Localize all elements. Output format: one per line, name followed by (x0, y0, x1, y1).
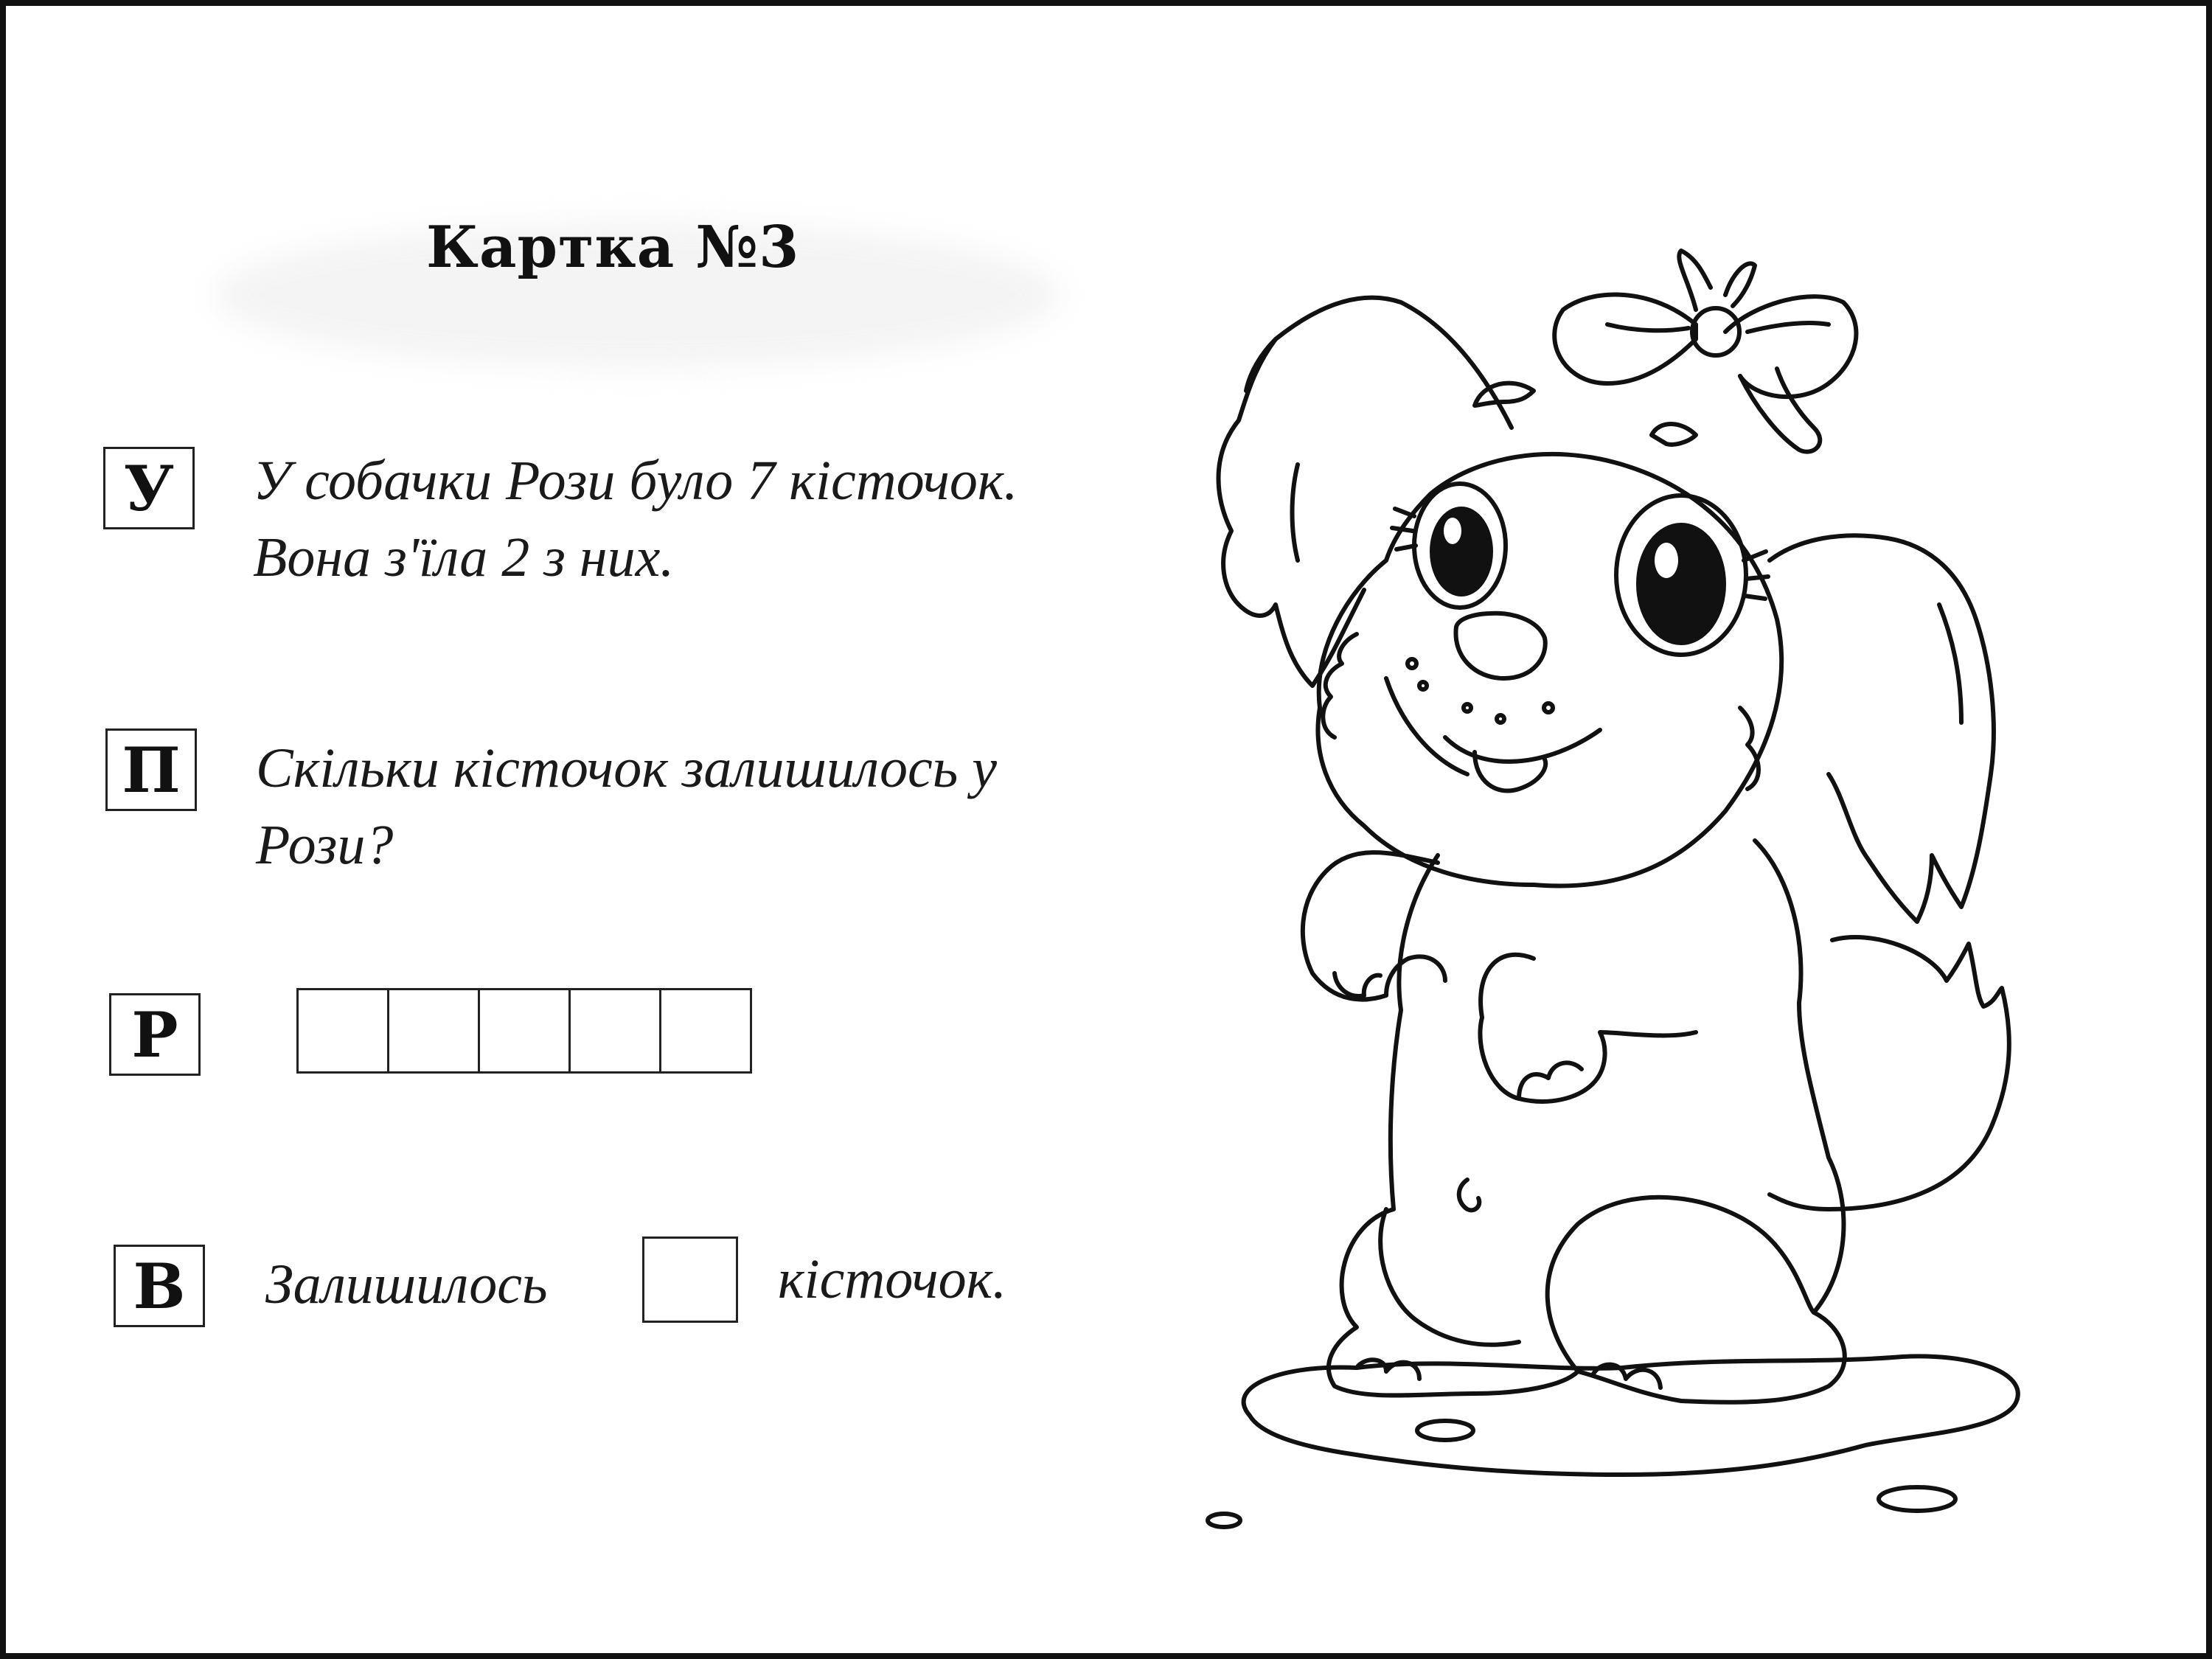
answer-box[interactable] (642, 1237, 738, 1323)
solution-cell[interactable] (568, 988, 661, 1074)
question-line-2: Рози? (256, 814, 394, 876)
condition-line-2: Вона з'їла 2 з них. (253, 526, 675, 588)
condition-text (253, 442, 1018, 596)
solution-cell[interactable] (478, 988, 571, 1074)
question-line-1: Скільки кісточок залишилось у (256, 737, 998, 799)
solution-cell[interactable] (387, 988, 480, 1074)
answer-prefix: Залишилось (265, 1253, 548, 1315)
letter-box-r: Р (109, 993, 201, 1076)
solution-cell[interactable] (659, 988, 752, 1074)
solution-cell[interactable] (296, 988, 389, 1074)
letter-box-u: У (103, 447, 195, 529)
answer-suffix: кісточок. (778, 1248, 1007, 1310)
puppy-with-bow-illustration (1165, 147, 2072, 1548)
question-text (256, 730, 997, 883)
letter-box-p: П (105, 728, 197, 811)
condition-line-1: У собачки Рози було 7 кісточок. (253, 450, 1018, 512)
solution-cells (296, 988, 752, 1074)
letter-box-v: В (114, 1245, 205, 1327)
card-title: Картка №3 (426, 214, 800, 281)
